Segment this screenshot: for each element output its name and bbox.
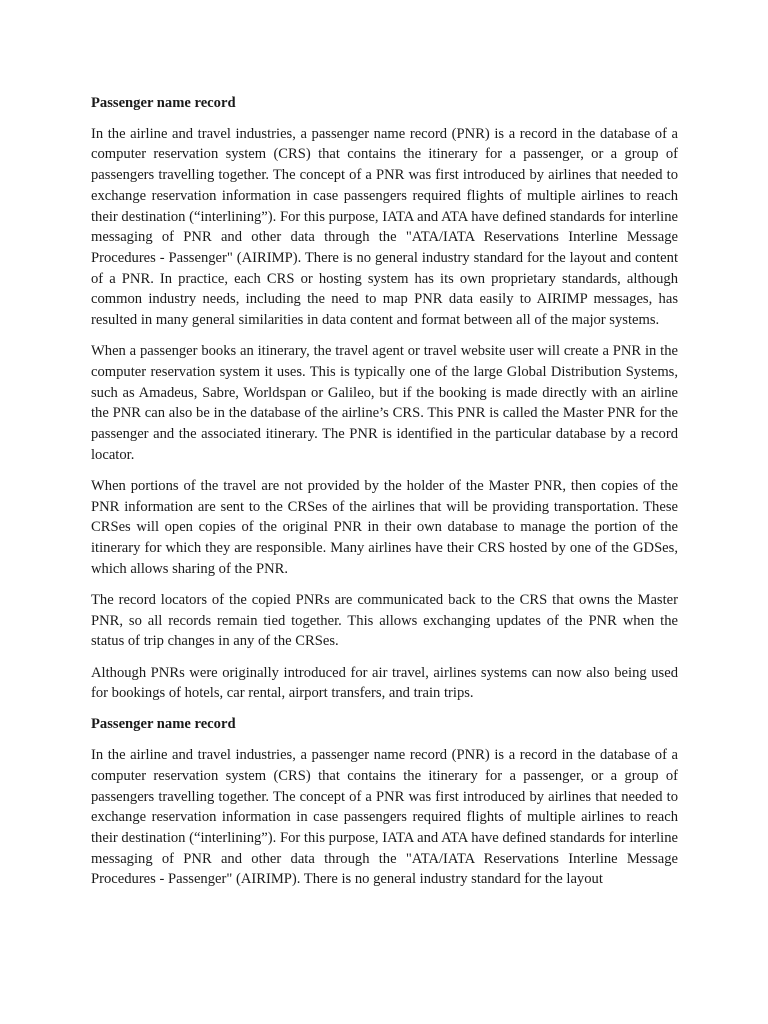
paragraph: The record locators of the copied PNRs are communicated back to the CRS that owns the Master PNR, so all records remain tied together. This allows exchanging updates of the PNR when the status of trip changes in any of the CRSes. bbox=[91, 591, 678, 650]
paragraph: Although PNRs were originally introduced for air travel, airlines systems can now also being used for bookings of hotels, car rental, airport transfers, and train trips. bbox=[91, 664, 678, 702]
document-page bbox=[91, 93, 678, 901]
paragraph: In the airline and travel industries, a passenger name record (PNR) is a record in the database of a computer reservation system (CRS) that contains the itinerary for a passenger, or a group of passengers travelling together. The concept of a PNR was first introduced by airlines that needed to exchange reservation information in case passengers required flights of multiple airlines to reach their destination (“interlining”). For this purpose, IATA and ATA have defined standards for interline messaging of PNR and other data through the "ATA/IATA Reservations Interline Message Procedures - Passenger" (AIRIMP). There is no general industry standard for the layout bbox=[91, 747, 678, 888]
paragraph: When portions of the travel are not provided by the holder of the Master PNR, then copies of the PNR information are sent to the CRSes of the airlines that will be providing transportation. These CRSes will open copies of the original PNR in their own database to manage the portion of the itinerary for which they are responsible. Many airlines have their CRS hosted by one of the GDSes, which allows sharing of the PNR. bbox=[91, 477, 678, 577]
section-1 bbox=[91, 93, 678, 704]
paragraph: When a passenger books an itinerary, the travel agent or travel website user will create a PNR in the computer reservation system it uses. This is typically one of the large Global Distribution Systems, such as Amadeus, Sabre, Worldspan or Galileo, but if the booking is made directly with an airline the PNR can also be in the database of the airline’s CRS. This PNR is called the Master PNR for the passenger and the associated itinerary. The PNR is identified in the particular database by a record locator. bbox=[91, 343, 678, 463]
section-2 bbox=[91, 714, 678, 890]
paragraph: In the airline and travel industries, a passenger name record (PNR) is a record in the database of a computer reservation system (CRS) that contains the itinerary for a passenger, or a group of passengers travelling together. The concept of a PNR was first introduced by airlines that needed to exchange reservation information in case passengers required flights of multiple airlines to reach their destination (“interlining”). For this purpose, IATA and ATA have defined standards for interline messaging of PNR and other data through the "ATA/IATA Reservations Interline Message Procedures - Passenger" (AIRIMP). There is no general industry standard for the layout and content of a PNR. In practice, each CRS or hosting system has its own proprietary standards, although common industry needs, including the need to map PNR data easily to AIRIMP messages, has resulted in many general similarities in data content and format between all of the major systems. bbox=[91, 125, 678, 329]
section-heading: Passenger name record bbox=[91, 716, 236, 733]
section-heading: Passenger name record bbox=[91, 95, 236, 111]
